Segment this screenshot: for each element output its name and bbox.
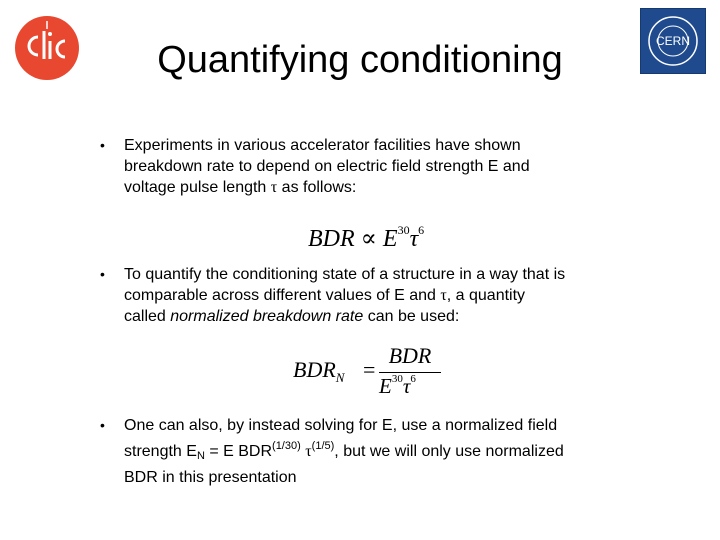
bullet-dot: • [100, 137, 105, 153]
bullet-dot: • [100, 266, 105, 282]
slide-title: Quantifying conditioning [157, 39, 563, 81]
svg-text:CERN: CERN [655, 34, 691, 48]
bullet-1: • Experiments in various accelerator facilities have shown breakdown rate to depend on electric field strength E and voltage pulse length τ as follows: [100, 137, 530, 196]
formula-bdr-proportional: BDR ∝ $E^{30}\tau^6$ [308, 223, 425, 252]
bullet-dot: • [100, 417, 105, 433]
bullet-2: • To quantify the conditioning state of a structure in a way that is comparable across different values of E and τ, a quantity called normalized breakdown rate can be used: [100, 266, 566, 325]
bullet-3: • One can also, by instead solving for E, use a normalized field strength $E_N = E$ $BDR^{(1/30)}$ $\tau^{(1/5)}$, but we will only use normalized BDR in this presentation [100, 417, 564, 486]
